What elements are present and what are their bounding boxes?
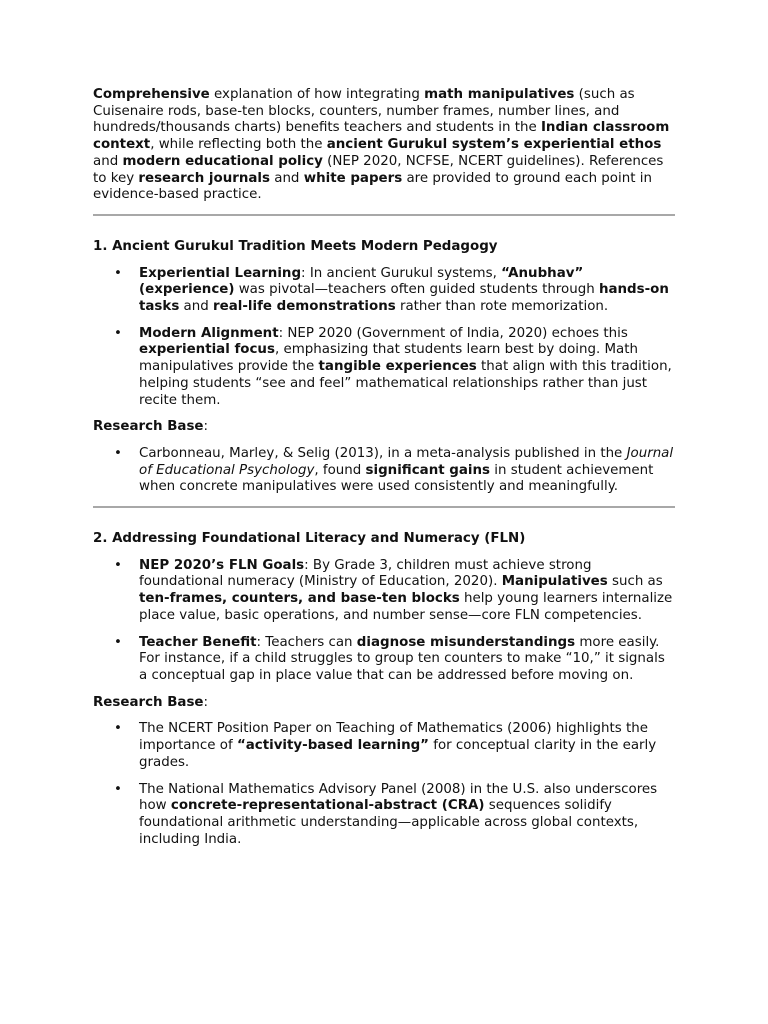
list-item-text (139, 326, 672, 408)
bullet-marker: • (114, 325, 122, 341)
section-heading: 1. Ancient Gurukul Tradition Meets Modern Pedagogy (93, 238, 498, 254)
list-item (93, 721, 675, 771)
research-base-label (93, 419, 675, 436)
text-run: , found (314, 462, 366, 478)
bold-text: NEP 2020’s FLN Goals (139, 557, 305, 573)
bold-text: Experiential Learning (139, 265, 302, 281)
intro-paragraph (93, 87, 675, 204)
text-run: : Teachers can (256, 634, 357, 650)
text-run: and (93, 153, 123, 169)
list-item-text (139, 721, 656, 769)
bold-text: modern educational policy (122, 153, 323, 169)
bold-text: research journals (138, 170, 270, 186)
text-run: in student achievement when concrete manipulatives were used consistently and meaningfully. (139, 462, 654, 495)
research-base-colon: : (203, 419, 209, 435)
list-item (93, 446, 675, 496)
research-base-label (93, 695, 675, 712)
research-base-colon: : (203, 694, 209, 710)
text-run: rather than rote memorization. (395, 299, 609, 315)
list-item (93, 635, 675, 685)
list-item-text (139, 266, 669, 314)
bold-text: hands-on tasks (139, 282, 669, 315)
section-2 (93, 531, 675, 848)
bold-text: “Anubhav” (experience) (139, 265, 584, 298)
text-run: and (179, 299, 214, 315)
text-run: more easily. For instance, if a child struggles to group ten counters to make “10,” it signals a conceptual gap in place value that can be addressed before moving on. (139, 634, 665, 683)
bullet-marker: • (114, 445, 122, 461)
bold-text: experiential focus (139, 342, 275, 358)
text-run: : By Grade 3, children must achieve strong foundational numeracy (Ministry of Education, 2020). (139, 557, 592, 590)
research-list (93, 446, 675, 496)
research-base-label-text: Research Base (93, 694, 204, 710)
bold-text: “activity-based learning” (236, 738, 429, 754)
document-body (93, 87, 675, 858)
text-run: (NEP 2020, NCFSE, NCERT guidelines). References to key (93, 153, 664, 186)
bold-text: Comprehensive (93, 87, 210, 102)
bold-text: Teacher Benefit (139, 634, 257, 650)
bold-text: math manipulatives (424, 87, 575, 102)
bold-text: tangible experiences (318, 359, 477, 375)
bold-text: white papers (303, 170, 403, 186)
text-run: are provided to ground each point in evidence-based practice. (93, 170, 652, 203)
text-run: such as (607, 574, 663, 590)
text-run: help young learners internalize place value, basic operations, and number sense—core FLN competencies. (139, 591, 673, 623)
bold-text: ancient Gurukul system’s experiential ethos (326, 137, 662, 153)
list-item-text (139, 558, 672, 623)
text-run: , while reflecting both the (150, 137, 327, 153)
list-item (93, 326, 675, 410)
bullet-marker: • (114, 721, 122, 737)
bold-text: Modern Alignment (139, 325, 279, 341)
section-heading: 2. Addressing Foundational Literacy and Numeracy (FLN) (93, 531, 526, 547)
research-list (93, 721, 675, 848)
bold-text: diagnose misunderstandings (356, 634, 576, 650)
text-run: (such as Cuisenaire rods, base-ten blocks, counters, number frames, number lines, and hundreds/thousands charts) benefits teachers and students in the (93, 87, 635, 136)
text-run: that align with this tradition, helping students “see and feel” mathematical relationships rather than just recite them. (139, 359, 672, 408)
bullet-list (93, 558, 675, 685)
bullet-list (93, 266, 675, 410)
bullet-marker: • (114, 265, 122, 281)
text-run: : In ancient Gurukul systems, (301, 265, 502, 281)
bullet-marker: • (114, 557, 122, 573)
text-run: The NCERT Position Paper on Teaching of Mathematics (2006) highlights the importance of (139, 721, 648, 754)
italic-text: Journal of Educational Psychology (139, 445, 674, 478)
list-item-text (139, 635, 665, 683)
divider (93, 214, 675, 216)
text-run: : NEP 2020 (Government of India, 2020) echoes this (278, 325, 628, 341)
list-item (93, 558, 675, 625)
bold-text: ten-frames, counters, and base-ten blocks (139, 591, 460, 607)
list-item-text (139, 446, 673, 494)
list-item (93, 782, 675, 849)
text-run: The National Mathematics Advisory Panel (2008) in the U.S. also underscores how (139, 781, 658, 814)
bullet-marker: • (114, 781, 122, 797)
text-run: was pivotal—teachers often guided students through (234, 282, 599, 298)
text-run: , emphasizing that students learn best by doing. Math manipulatives provide the (139, 342, 638, 375)
bold-text: concrete-representational-abstract (CRA) (170, 798, 485, 814)
bold-text: significant gains (365, 462, 491, 478)
text-run: Carbonneau, Marley, & Selig (2013), in a meta-analysis published in the (139, 445, 627, 461)
section-1 (93, 239, 675, 496)
bold-text: Indian classroom context (93, 120, 670, 153)
text-run: explanation of how integrating (209, 87, 425, 102)
bold-text: Manipulatives (501, 574, 608, 590)
text-run: sequences solidify foundational arithmetic understanding—applicable across global contexts, including India. (139, 798, 639, 847)
list-item (93, 266, 675, 316)
divider (93, 506, 675, 508)
text-run: and (269, 170, 304, 186)
research-base-label-text: Research Base (93, 419, 204, 435)
bold-text: real-life demonstrations (213, 299, 396, 315)
bullet-marker: • (114, 634, 122, 650)
list-item-text (139, 782, 657, 847)
text-run: for conceptual clarity in the early grades. (139, 738, 657, 770)
